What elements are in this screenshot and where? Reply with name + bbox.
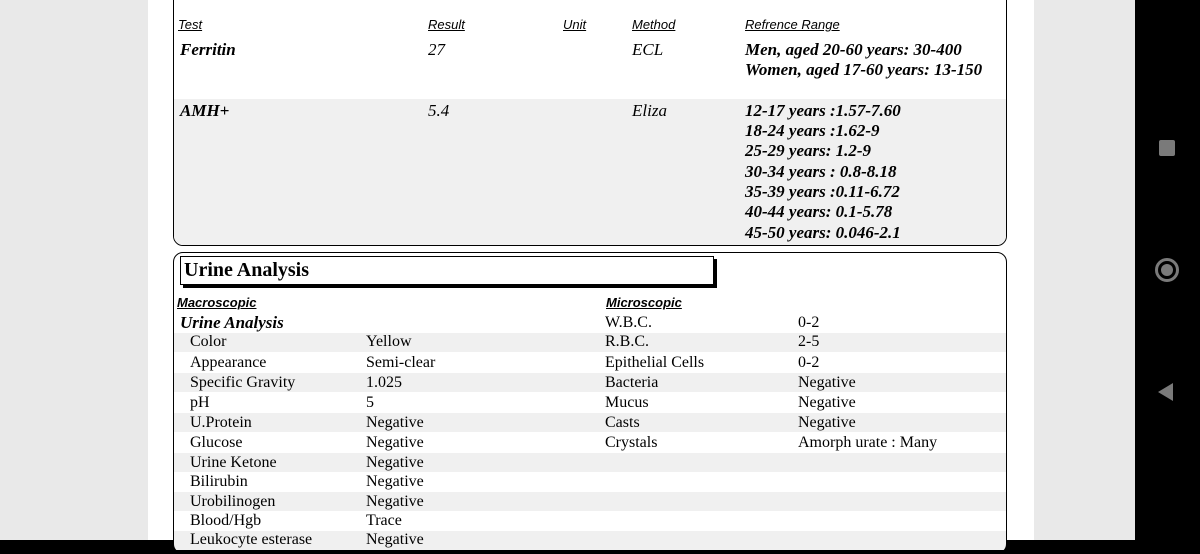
row-shade xyxy=(174,333,1006,352)
macro-value: 5 xyxy=(366,394,374,411)
macro-name: Urine Ketone xyxy=(190,454,277,471)
macro-name: Leukocyte esterase xyxy=(190,531,313,548)
recents-square-icon[interactable] xyxy=(1159,140,1175,156)
micro-value: Negative xyxy=(798,414,856,431)
row-shade xyxy=(174,413,1006,432)
ferritin-result: 27 xyxy=(428,40,445,59)
macro-value: 1.025 xyxy=(366,374,402,391)
macro-name: Glucose xyxy=(190,434,243,451)
macro-value: Negative xyxy=(366,531,424,548)
amh-range-line: 30-34 years : 0.8-8.18 xyxy=(745,162,897,181)
row-shade xyxy=(174,492,1006,511)
micro-name: Bacteria xyxy=(605,374,659,391)
micro-name: Mucus xyxy=(605,394,649,411)
macro-name: Specific Gravity xyxy=(190,374,296,391)
micro-name: W.B.C. xyxy=(605,314,652,331)
macro-value: Negative xyxy=(366,454,424,471)
macro-heading: Urine Analysis xyxy=(180,313,284,332)
header-unit: Unit xyxy=(563,17,587,32)
row-shade xyxy=(174,373,1006,392)
back-triangle-icon[interactable] xyxy=(1158,383,1173,401)
amh-result: 5.4 xyxy=(428,101,450,120)
macro-name: Appearance xyxy=(190,354,267,371)
ferritin-method: ECL xyxy=(632,40,664,59)
macro-name: pH xyxy=(190,394,210,411)
row-shade xyxy=(174,453,1006,472)
urine-title: Urine Analysis xyxy=(184,259,310,281)
ferritin-range-line: Women, aged 17-60 years: 13-150 xyxy=(745,60,983,79)
amh-range-line: 25-29 years: 1.2-9 xyxy=(745,141,872,160)
home-circle-icon[interactable] xyxy=(1155,258,1179,282)
macro-value: Yellow xyxy=(366,333,412,350)
amh-range-line: 35-39 years :0.11-6.72 xyxy=(745,182,900,201)
macro-name: Blood/Hgb xyxy=(190,512,262,529)
macro-value: Negative xyxy=(366,434,424,451)
urine-title-box xyxy=(180,256,714,285)
header-method: Method xyxy=(632,17,676,32)
microscopic-label: Microscopic xyxy=(606,295,682,310)
header-range: Refrence Range xyxy=(745,17,840,32)
macro-value: Semi-clear xyxy=(366,354,436,371)
macro-value: Trace xyxy=(366,512,402,529)
hormone-section xyxy=(173,0,1007,246)
macro-value: Negative xyxy=(366,493,424,510)
micro-name: Epithelial Cells xyxy=(605,354,705,371)
macro-name: U.Protein xyxy=(190,414,252,431)
macro-value: Negative xyxy=(366,414,424,431)
micro-name: R.B.C. xyxy=(605,333,650,350)
amh-range-line: 12-17 years :1.57-7.60 xyxy=(745,101,901,120)
micro-value: 0-2 xyxy=(798,354,820,371)
micro-name: Casts xyxy=(605,414,640,431)
urine-section xyxy=(173,252,1007,554)
amh-range-line: 18-24 years :1.62-9 xyxy=(745,121,880,140)
micro-value: Amorph urate : Many xyxy=(798,434,938,451)
micro-name: Crystals xyxy=(605,434,658,451)
header-result: Result xyxy=(428,17,465,32)
micro-value: Negative xyxy=(798,374,856,391)
ferritin-test: Ferritin xyxy=(180,40,236,59)
amh-range-line: 40-44 years: 0.1-5.78 xyxy=(745,202,893,221)
macro-value: Negative xyxy=(366,473,424,490)
amh-test: AMH+ xyxy=(180,101,230,120)
amh-method: Eliza xyxy=(632,101,667,120)
macroscopic-label: Macroscopic xyxy=(177,295,257,310)
macro-name: Urobilinogen xyxy=(190,493,276,510)
macro-name: Color xyxy=(190,333,227,350)
amh-range-line: 45-50 years: 0.046-2.1 xyxy=(745,223,901,242)
macro-name: Bilirubin xyxy=(190,473,248,490)
header-test: Test xyxy=(178,17,203,32)
ferritin-range-line: Men, aged 20-60 years: 30-400 xyxy=(745,40,962,59)
micro-value: 0-2 xyxy=(798,314,820,331)
micro-value: Negative xyxy=(798,394,856,411)
micro-value: 2-5 xyxy=(798,333,820,350)
